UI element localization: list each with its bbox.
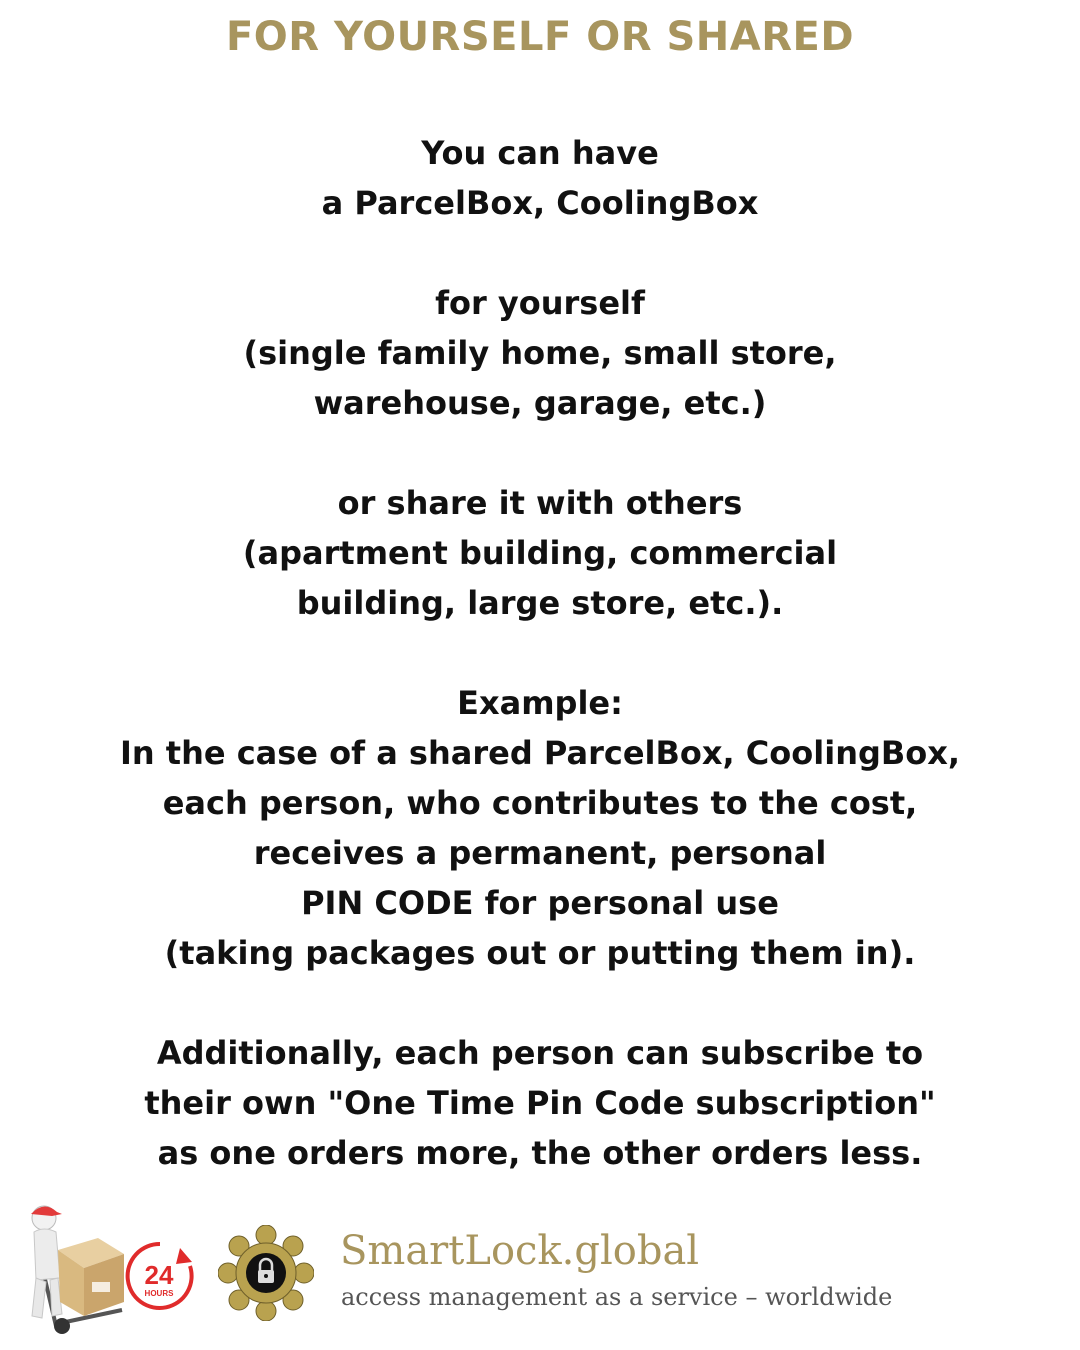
body-line: You can have xyxy=(421,134,659,172)
body-line: (apartment building, commercial xyxy=(242,534,838,572)
body-line: building, large store, etc.). xyxy=(296,584,784,622)
delivery-courier-icon xyxy=(22,1198,132,1336)
body-line: (single family home, small store, xyxy=(243,334,837,372)
body-line: or share it with others xyxy=(337,484,743,522)
page-title: FOR YOURSELF OR SHARED xyxy=(225,14,855,60)
brand-tagline: access management as a service – worldwide xyxy=(341,1283,893,1311)
body-line: each person, who contributes to the cost, xyxy=(162,784,918,822)
body-line: Example: xyxy=(457,684,623,722)
brand-name: SmartLock.global xyxy=(340,1228,700,1274)
badge-number: 24 xyxy=(144,1260,174,1290)
body-line: for yourself xyxy=(435,284,645,322)
body-line: In the case of a shared ParcelBox, CoolingBox, xyxy=(119,734,961,772)
body-line: their own "One Time Pin Code subscription" xyxy=(144,1084,936,1122)
body-line: as one orders more, the other orders less. xyxy=(157,1134,923,1172)
padlock-emblem-icon xyxy=(218,1225,314,1321)
body-line: (taking packages out or putting them in). xyxy=(164,934,916,972)
body-line: PIN CODE for personal use xyxy=(301,884,779,922)
body-line: Additionally, each person can subscribe to xyxy=(156,1034,924,1072)
badge-label: HOURS xyxy=(144,1289,174,1298)
24-hours-badge-icon xyxy=(124,1240,196,1312)
body-line: warehouse, garage, etc.) xyxy=(313,384,767,422)
body-line: a ParcelBox, CoolingBox xyxy=(321,184,759,222)
body-line: receives a permanent, personal xyxy=(253,834,827,872)
